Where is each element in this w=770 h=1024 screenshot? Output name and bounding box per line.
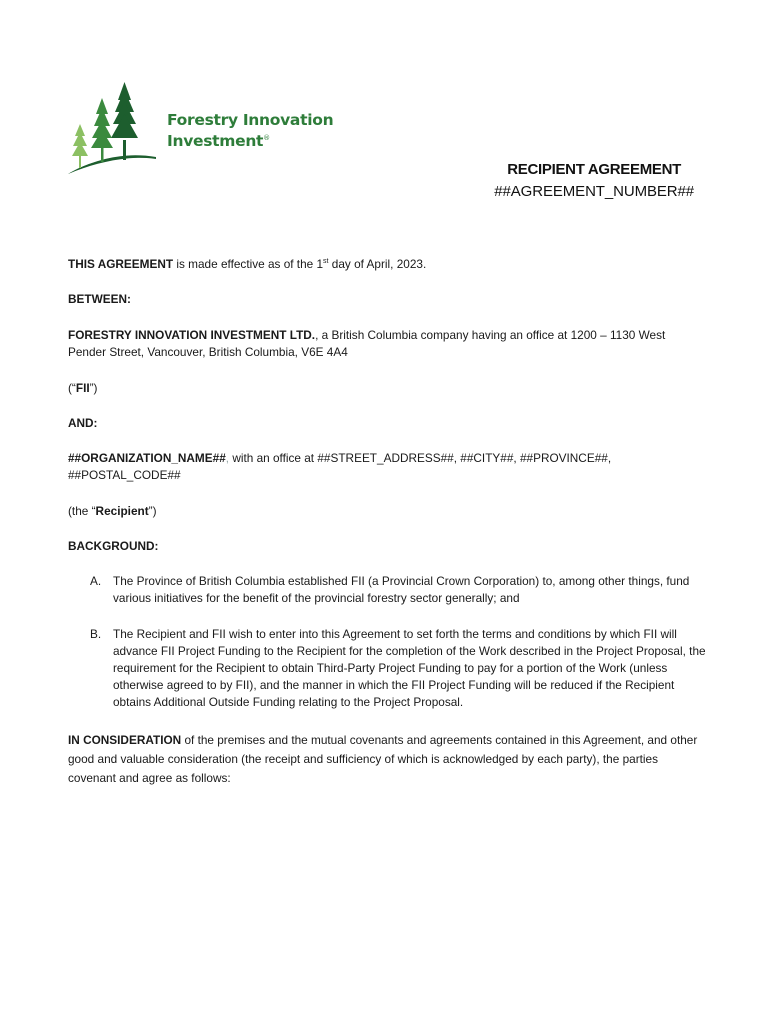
background-item-b bbox=[90, 626, 710, 711]
background-label-block bbox=[68, 538, 708, 555]
tree-logo-icon bbox=[66, 80, 166, 180]
intro-paragraph bbox=[68, 256, 708, 273]
document-title: RECIPIENT AGREEMENT bbox=[507, 161, 682, 178]
between-label-block bbox=[68, 291, 708, 308]
alias-open-quote: (“ bbox=[68, 381, 76, 395]
alias-2-open: (the “ bbox=[68, 504, 96, 518]
party-2-paragraph bbox=[68, 450, 628, 484]
party-1-name: FORESTRY INNOVATION INVESTMENT LTD. bbox=[68, 328, 316, 342]
logo-line-2-text: Investment bbox=[167, 132, 264, 151]
intro-text-end: day of April, 2023. bbox=[328, 257, 427, 271]
background-label: BACKGROUND: bbox=[68, 539, 159, 553]
consideration-text: of the premises and the mutual covenants and agreements contained in this Agreement, and other good and valuable consideration (the receipt and sufficiency of which is acknowledged by each party), the parties covenant and agree as follows: bbox=[68, 733, 698, 785]
party-1-alias bbox=[68, 380, 708, 397]
and-label-block bbox=[68, 415, 708, 432]
agreement-number: ##AGREEMENT_NUMBER## bbox=[494, 183, 694, 200]
consideration-bold: IN CONSIDERATION bbox=[68, 733, 182, 747]
and-label: AND: bbox=[68, 416, 98, 430]
alias-close-quote: ”) bbox=[89, 381, 98, 395]
background-item-a bbox=[90, 573, 710, 607]
company-logo bbox=[66, 80, 346, 180]
party-1-paragraph bbox=[68, 327, 698, 361]
document-heading bbox=[494, 159, 694, 203]
list-marker: B. bbox=[90, 627, 102, 641]
consideration-paragraph bbox=[68, 731, 708, 788]
registered-mark: ® bbox=[263, 134, 270, 142]
party-2-alias bbox=[68, 503, 708, 520]
logo-line-2 bbox=[167, 129, 333, 150]
intro-bold: THIS AGREEMENT bbox=[68, 257, 174, 271]
logo-line-1: Forestry Innovation bbox=[167, 111, 334, 129]
intro-sup: st bbox=[323, 258, 329, 266]
list-marker: A. bbox=[90, 574, 102, 588]
list-item-text: The Recipient and FII wish to enter into this Agreement to set forth the terms and conditions by which FII will advance FII Project Funding to the Recipient for the completion of the Work described in the Project Proposal, the requirement for the Recipient to obtain Third-Party Project Funding to pay for a portion of the Work (unless otherwise agreed to by FII), and the manner in which the FII Project Funding will be reduced if the Recipient obtains Additional Outside Funding relating to the Project Proposal. bbox=[113, 627, 706, 709]
party-2-comma: , bbox=[225, 451, 230, 465]
party-2-name: ##ORGANIZATION_NAME## bbox=[68, 451, 226, 465]
party-1-details: , a British Columbia company having an office at 1200 – 1130 West Pender Street, Vancouver, British Columbia, V6E 4A4 bbox=[68, 328, 666, 359]
logo-wordmark bbox=[167, 111, 333, 150]
between-label: BETWEEN: bbox=[68, 292, 131, 306]
intro-text: is made effective as of the 1 bbox=[173, 257, 324, 271]
party-2-details: with an office at ##STREET_ADDRESS##, ##CITY##, ##PROVINCE##, ##POSTAL_CODE## bbox=[68, 451, 612, 482]
alias-recipient: Recipient bbox=[95, 504, 149, 518]
list-item-text: The Province of British Columbia established FII (a Provincial Crown Corporation) to, among other things, fund various initiatives for the benefit of the provincial forestry sector generally; and bbox=[113, 574, 690, 605]
alias-2-close: ”) bbox=[148, 504, 157, 518]
alias-fii: FII bbox=[75, 381, 90, 395]
